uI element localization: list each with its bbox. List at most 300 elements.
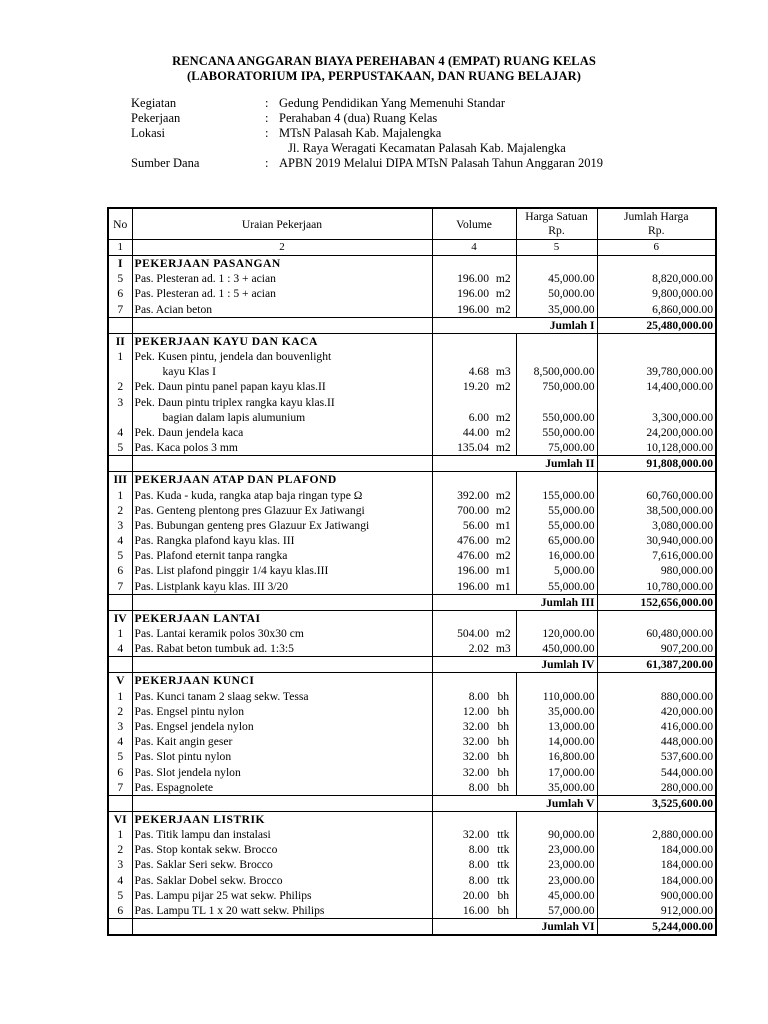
- subtotal-value: 91,808,000.00: [597, 456, 716, 472]
- item-row: [108, 548, 716, 563]
- section-header-row: [108, 333, 716, 349]
- item-volume: [432, 395, 491, 410]
- item-description: Pas. Saklar Dobel sekw. Brocco: [132, 873, 432, 888]
- item-number: 1: [117, 350, 124, 364]
- subtotal-label: Jumlah I: [432, 317, 597, 333]
- item-volume: 32.00: [432, 827, 491, 842]
- item-unit: m2: [495, 488, 511, 502]
- section-number: IV: [113, 611, 127, 625]
- item-description: Pas. Plesteran ad. 1 : 5 + acian: [132, 286, 432, 301]
- item-volume: 196.00: [432, 579, 491, 595]
- item-description: Pas. Stop kontak sekw. Brocco: [132, 842, 432, 857]
- item-row: [108, 271, 716, 286]
- item-unit-price: 120,000.00: [516, 626, 597, 641]
- item-unit: bh: [497, 689, 510, 703]
- item-unit-price: 750,000.00: [516, 379, 597, 394]
- empty-cell: [108, 919, 132, 936]
- item-number: 5: [117, 888, 124, 902]
- item-unit: m2: [495, 425, 511, 439]
- item-number: [108, 410, 132, 425]
- item-row: [108, 379, 716, 394]
- item-description: kayu Klas I: [132, 364, 432, 379]
- item-total-price: 24,200,000.00: [597, 425, 716, 440]
- empty-cell: [597, 472, 716, 488]
- item-total-price: 14,400,000.00: [597, 379, 716, 394]
- empty-cell: [491, 811, 516, 827]
- item-unit-price: 35,000.00: [516, 704, 597, 719]
- empty-cell: [597, 333, 716, 349]
- item-row: [108, 563, 716, 578]
- item-row: [108, 857, 716, 872]
- item-volume: 32.00: [432, 764, 491, 779]
- item-number: 6: [117, 564, 124, 578]
- empty-cell: [516, 333, 597, 349]
- subtotal-row: [108, 594, 716, 610]
- item-number: 5: [117, 441, 124, 455]
- item-total-price: 6,860,000.00: [597, 302, 716, 318]
- item-total-price: 184,000.00: [597, 873, 716, 888]
- item-total-price: 880,000.00: [597, 689, 716, 704]
- item-row: [108, 410, 716, 425]
- subtotal-label: Jumlah IV: [432, 657, 597, 673]
- item-number: 4: [117, 873, 124, 887]
- item-unit: m2: [495, 503, 511, 517]
- item-row: [108, 903, 716, 919]
- item-description: Pas. Listplank kayu klas. III 3/20: [132, 579, 432, 595]
- item-row: [108, 749, 716, 764]
- item-unit: [491, 349, 516, 364]
- item-number: 7: [117, 302, 124, 316]
- section-header-row: [108, 811, 716, 827]
- item-unit: bh: [497, 704, 510, 718]
- item-total-price: 38,500,000.00: [597, 503, 716, 518]
- item-unit: ttk: [497, 858, 510, 872]
- item-volume: 392.00: [432, 487, 491, 502]
- item-volume: 8.00: [432, 842, 491, 857]
- empty-cell: [432, 256, 491, 272]
- item-volume: 196.00: [432, 271, 491, 286]
- empty-cell: [491, 472, 516, 488]
- item-number: [108, 364, 132, 379]
- header-harga-line2: Rp.: [548, 224, 565, 237]
- info-colon: :: [265, 126, 269, 140]
- item-row: [108, 286, 716, 301]
- section-title: PEKERJAAN KUNCI: [132, 673, 432, 689]
- item-number: 3: [117, 518, 124, 532]
- item-description: Pek. Daun pintu triplex rangka kayu klas.II: [132, 395, 432, 410]
- item-total-price: [597, 395, 716, 410]
- item-row: [108, 518, 716, 533]
- item-row: [108, 873, 716, 888]
- item-unit: m2: [495, 534, 511, 548]
- item-unit: bh: [497, 888, 510, 902]
- empty-cell: [132, 456, 432, 472]
- table-body: [108, 256, 716, 936]
- section-number: I: [117, 257, 123, 271]
- item-row: [108, 734, 716, 749]
- header-no: No: [113, 217, 128, 231]
- colnum-1: 1: [117, 241, 123, 253]
- empty-cell: [432, 673, 491, 689]
- item-number: 5: [117, 549, 124, 563]
- subtotal-value: 25,480,000.00: [597, 317, 716, 333]
- item-unit: ttk: [497, 828, 510, 842]
- budget-sheet: [107, 207, 715, 936]
- section-number: VI: [113, 812, 127, 826]
- item-number: 5: [117, 750, 124, 764]
- item-volume: 700.00: [432, 503, 491, 518]
- subtotal-row: [108, 919, 716, 936]
- item-number: 6: [117, 287, 124, 301]
- item-unit-price: 17,000.00: [516, 764, 597, 779]
- table-header: [108, 208, 716, 256]
- item-unit-price: 110,000.00: [516, 689, 597, 704]
- item-description: Pas. Acian beton: [132, 302, 432, 318]
- item-unit-price: 5,000.00: [516, 563, 597, 578]
- header-harga-line1: Harga Satuan: [525, 210, 588, 223]
- item-volume: 6.00: [432, 410, 491, 425]
- info-value: Perahaban 4 (dua) Ruang Kelas: [279, 111, 438, 125]
- document-title-line-2: (LABORATORIUM IPA, PERPUSTAKAAN, DAN RUANG BELAJAR): [186, 69, 582, 83]
- item-unit-price: 550,000.00: [516, 410, 597, 425]
- header-uraian: Uraian Pekerjaan: [132, 208, 432, 240]
- item-number: 7: [117, 780, 124, 794]
- item-volume: 44.00: [432, 425, 491, 440]
- item-number: 3: [117, 719, 124, 733]
- empty-cell: [132, 317, 432, 333]
- item-unit-price: 16,000.00: [516, 548, 597, 563]
- empty-cell: [491, 256, 516, 272]
- empty-cell: [108, 456, 132, 472]
- item-row: [108, 842, 716, 857]
- subtotal-row: [108, 657, 716, 673]
- info-value: Gedung Pendidikan Yang Memenuhi Standar: [279, 96, 506, 110]
- item-volume: 4.68: [432, 364, 491, 379]
- item-volume: 504.00: [432, 626, 491, 641]
- info-value: APBN 2019 Melalui DIPA MTsN Palasah Tahun Anggaran 2019: [279, 156, 603, 170]
- section-title: PEKERJAAN LISTRIK: [132, 811, 432, 827]
- item-number: 1: [117, 828, 124, 842]
- item-total-price: 8,820,000.00: [597, 271, 716, 286]
- colnum-6: 6: [597, 240, 716, 256]
- item-unit: [491, 395, 516, 410]
- subtotal-label: Jumlah II: [432, 456, 597, 472]
- subtotal-label: Jumlah III: [432, 594, 597, 610]
- item-volume: 12.00: [432, 704, 491, 719]
- item-unit-price: 23,000.00: [516, 873, 597, 888]
- item-unit-price: 75,000.00: [516, 440, 597, 456]
- item-unit-price: 155,000.00: [516, 487, 597, 502]
- item-row: [108, 626, 716, 641]
- empty-cell: [516, 472, 597, 488]
- item-unit: m1: [495, 518, 511, 532]
- item-total-price: [597, 349, 716, 364]
- empty-cell: [516, 811, 597, 827]
- section-header-row: [108, 256, 716, 272]
- section-number: III: [113, 473, 128, 487]
- item-unit: bh: [497, 719, 510, 733]
- item-row: [108, 579, 716, 595]
- item-unit-price: [516, 395, 597, 410]
- item-total-price: 60,480,000.00: [597, 626, 716, 641]
- item-number: 4: [117, 642, 124, 656]
- item-unit-price: 8,500,000.00: [516, 364, 597, 379]
- item-volume: 196.00: [432, 286, 491, 301]
- item-volume: 476.00: [432, 533, 491, 548]
- item-description: Pas. Engsel jendela nylon: [132, 719, 432, 734]
- item-unit: m2: [495, 287, 511, 301]
- item-unit-price: 45,000.00: [516, 888, 597, 903]
- item-unit-price: 35,000.00: [516, 780, 597, 796]
- colnum-5: 5: [516, 240, 597, 256]
- item-unit-price: 35,000.00: [516, 302, 597, 318]
- item-unit-price: 13,000.00: [516, 719, 597, 734]
- item-total-price: 60,760,000.00: [597, 487, 716, 502]
- item-unit-price: 14,000.00: [516, 734, 597, 749]
- item-number: 2: [117, 380, 124, 394]
- subtotal-value: 152,656,000.00: [597, 594, 716, 610]
- item-number: 4: [117, 534, 124, 548]
- item-unit-price: 57,000.00: [516, 903, 597, 919]
- item-unit-price: 55,000.00: [516, 518, 597, 533]
- section-header-row: [108, 610, 716, 626]
- item-number: 2: [117, 704, 124, 718]
- item-volume: 196.00: [432, 563, 491, 578]
- item-row: [108, 503, 716, 518]
- info-colon: :: [265, 111, 269, 125]
- empty-cell: [108, 317, 132, 333]
- item-unit-price: 50,000.00: [516, 286, 597, 301]
- item-unit-price: 55,000.00: [516, 503, 597, 518]
- item-row: [108, 440, 716, 456]
- item-description: Pas. List plafond pinggir 1/4 kayu klas.III: [132, 563, 432, 578]
- info-label: Sumber Dana: [131, 156, 200, 170]
- item-total-price: 280,000.00: [597, 780, 716, 796]
- item-unit: bh: [497, 735, 510, 749]
- item-description: Pas. Rangka plafond kayu klas. III: [132, 533, 432, 548]
- item-total-price: 7,616,000.00: [597, 548, 716, 563]
- subtotal-label: Jumlah VI: [432, 919, 597, 936]
- item-volume: 20.00: [432, 888, 491, 903]
- item-unit: m2: [495, 627, 511, 641]
- section-title: PEKERJAAN KAYU DAN KACA: [132, 333, 432, 349]
- section-title: PEKERJAAN ATAP DAN PLAFOND: [132, 472, 432, 488]
- item-unit: ttk: [497, 873, 510, 887]
- item-total-price: 3,300,000.00: [597, 410, 716, 425]
- item-total-price: 184,000.00: [597, 857, 716, 872]
- item-volume: 56.00: [432, 518, 491, 533]
- item-row: [108, 704, 716, 719]
- item-unit: m2: [495, 410, 511, 424]
- info-label: Pekerjaan: [131, 111, 181, 125]
- item-unit: bh: [497, 904, 510, 918]
- item-description: Pas. Slot jendela nylon: [132, 764, 432, 779]
- header-harga-satuan: [516, 208, 597, 240]
- item-description: Pas. Rabat beton tumbuk ad. 1:3:5: [132, 641, 432, 657]
- item-number: 3: [117, 395, 124, 409]
- item-unit: m2: [495, 272, 511, 286]
- header-volume: Volume: [432, 208, 516, 240]
- empty-cell: [516, 673, 597, 689]
- item-unit-price: 550,000.00: [516, 425, 597, 440]
- item-description: Pek. Daun pintu panel papan kayu klas.II: [132, 379, 432, 394]
- item-volume: 16.00: [432, 903, 491, 919]
- item-description: Pas. Espagnolete: [132, 780, 432, 796]
- item-unit: ttk: [497, 843, 510, 857]
- section-title: PEKERJAAN LANTAI: [132, 610, 432, 626]
- info-colon: :: [265, 96, 269, 110]
- item-unit-price: 65,000.00: [516, 533, 597, 548]
- header-jumlah-line2: Rp.: [648, 224, 665, 237]
- item-unit-price: 45,000.00: [516, 271, 597, 286]
- item-row: [108, 827, 716, 842]
- item-description: Pas. Lampu TL 1 x 20 watt sekw. Philips: [132, 903, 432, 919]
- info-label: Kegiatan: [131, 96, 177, 110]
- item-description: Pas. Plafond eternit tanpa rangka: [132, 548, 432, 563]
- item-row: [108, 364, 716, 379]
- item-description: Pas. Bubungan genteng pres Glazuur Ex Jatiwangi: [132, 518, 432, 533]
- header-jumlah-harga: [597, 208, 716, 240]
- item-row: [108, 764, 716, 779]
- item-total-price: 39,780,000.00: [597, 364, 716, 379]
- item-total-price: 912,000.00: [597, 903, 716, 919]
- colnum-4: 4: [432, 240, 516, 256]
- item-number: 2: [117, 843, 124, 857]
- item-description: Pas. Plesteran ad. 1 : 3 + acian: [132, 271, 432, 286]
- item-description: Pek. Daun jendela kaca: [132, 425, 432, 440]
- section-number: II: [115, 334, 125, 348]
- item-row: [108, 302, 716, 318]
- item-total-price: 900,000.00: [597, 888, 716, 903]
- item-description: Pas. Lampu pijar 25 wat sekw. Philips: [132, 888, 432, 903]
- item-unit: m2: [495, 302, 511, 316]
- item-unit: m2: [495, 549, 511, 563]
- empty-cell: [132, 919, 432, 936]
- item-total-price: 416,000.00: [597, 719, 716, 734]
- item-volume: [432, 349, 491, 364]
- item-total-price: 10,128,000.00: [597, 440, 716, 456]
- item-number: 6: [117, 765, 124, 779]
- item-unit: m3: [495, 642, 511, 656]
- item-number: 2: [117, 503, 124, 517]
- item-description: Pas. Titik lampu dan instalasi: [132, 827, 432, 842]
- section-header-row: [108, 673, 716, 689]
- item-volume: 135.04: [432, 440, 491, 456]
- item-unit-price: 23,000.00: [516, 842, 597, 857]
- empty-cell: [516, 610, 597, 626]
- item-description: Pas. Genteng plentong pres Glazuur Ex Jatiwangi: [132, 503, 432, 518]
- empty-cell: [108, 657, 132, 673]
- item-volume: 8.00: [432, 780, 491, 796]
- item-number: 6: [117, 904, 124, 918]
- item-volume: 32.00: [432, 734, 491, 749]
- item-description: Pas. Kunci tanam 2 slaag sekw. Tessa: [132, 689, 432, 704]
- item-volume: 19.20: [432, 379, 491, 394]
- empty-cell: [491, 610, 516, 626]
- item-total-price: 10,780,000.00: [597, 579, 716, 595]
- empty-cell: [432, 472, 491, 488]
- empty-cell: [108, 594, 132, 610]
- empty-cell: [491, 673, 516, 689]
- item-unit: bh: [497, 765, 510, 779]
- empty-cell: [432, 333, 491, 349]
- subtotal-label: Jumlah V: [432, 795, 597, 811]
- item-unit-price: 23,000.00: [516, 857, 597, 872]
- item-row: [108, 425, 716, 440]
- item-unit: bh: [497, 750, 510, 764]
- item-unit-price: 450,000.00: [516, 641, 597, 657]
- item-volume: 32.00: [432, 749, 491, 764]
- item-total-price: 544,000.00: [597, 764, 716, 779]
- item-total-price: 420,000.00: [597, 704, 716, 719]
- info-colon: :: [265, 156, 269, 170]
- section-number: V: [116, 674, 125, 688]
- subtotal-row: [108, 317, 716, 333]
- item-unit-price: 55,000.00: [516, 579, 597, 595]
- item-unit: m1: [495, 564, 511, 578]
- item-description: Pas. Lantai keramik polos 30x30 cm: [132, 626, 432, 641]
- item-total-price: 980,000.00: [597, 563, 716, 578]
- item-volume: 476.00: [432, 548, 491, 563]
- item-row: [108, 349, 716, 364]
- item-row: [108, 533, 716, 548]
- empty-cell: [132, 795, 432, 811]
- item-unit: m2: [495, 441, 511, 455]
- empty-cell: [597, 610, 716, 626]
- item-total-price: 907,200.00: [597, 641, 716, 657]
- item-row: [108, 780, 716, 796]
- empty-cell: [597, 811, 716, 827]
- empty-cell: [597, 673, 716, 689]
- header-jumlah-line1: Jumlah Harga: [624, 210, 689, 223]
- item-number: 4: [117, 735, 124, 749]
- item-number: 1: [117, 488, 124, 502]
- subtotal-value: 61,387,200.00: [597, 657, 716, 673]
- item-unit: m3: [495, 365, 511, 379]
- item-description: Pas. Saklar Seri sekw. Brocco: [132, 857, 432, 872]
- empty-cell: [432, 610, 491, 626]
- item-number: 3: [117, 858, 124, 872]
- empty-cell: [132, 657, 432, 673]
- item-row: [108, 487, 716, 502]
- item-volume: 196.00: [432, 302, 491, 318]
- item-number: 7: [117, 579, 124, 593]
- item-total-price: 3,080,000.00: [597, 518, 716, 533]
- empty-cell: [597, 256, 716, 272]
- section-header-row: [108, 472, 716, 488]
- item-description: Pek. Kusen pintu, jendela dan bouvenlight: [132, 349, 432, 364]
- info-value: Jl. Raya Weragati Kecamatan Palasah Kab. Majalengka: [288, 141, 566, 155]
- subtotal-value: 3,525,600.00: [597, 795, 716, 811]
- colnum-2: 2: [132, 240, 432, 256]
- empty-cell: [132, 594, 432, 610]
- item-unit: bh: [497, 780, 510, 794]
- empty-cell: [108, 795, 132, 811]
- item-unit-price: 90,000.00: [516, 827, 597, 842]
- subtotal-row: [108, 795, 716, 811]
- item-unit: m2: [495, 380, 511, 394]
- item-volume: 32.00: [432, 719, 491, 734]
- item-number: 1: [117, 627, 124, 641]
- info-label: Lokasi: [131, 126, 166, 140]
- item-total-price: 184,000.00: [597, 842, 716, 857]
- item-row: [108, 719, 716, 734]
- item-total-price: 2,880,000.00: [597, 827, 716, 842]
- item-unit-price: [516, 349, 597, 364]
- item-number: 4: [117, 425, 124, 439]
- empty-cell: [516, 256, 597, 272]
- item-total-price: 448,000.00: [597, 734, 716, 749]
